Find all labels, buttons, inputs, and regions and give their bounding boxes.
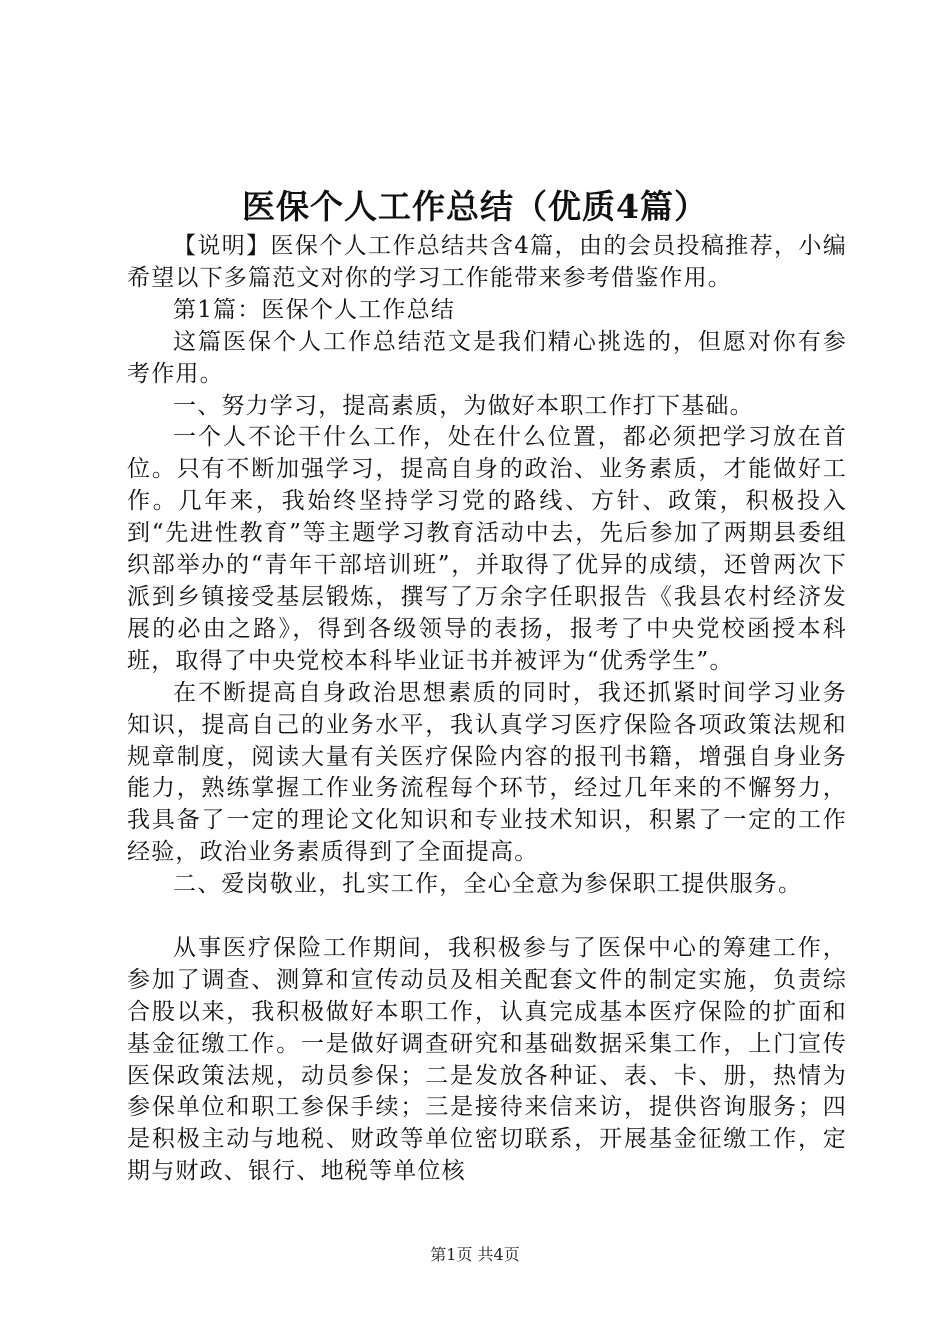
body-paragraph: 在不断提高自身政治思想素质的同时，我还抓紧时间学习业务知识，提高自己的业务水平，我认真学习医疗保险各项政策法规和规章制度，阅读大量有关医疗保险内容的报刊书籍，增强自身业务能力，熟练掌握工作业务流程每个环节，经过几年来的不懈努力，我具备了一定的理论文化知识和专业技术知识，积累了一定的工作经验，政治业务素质得到了全面提高。 bbox=[127, 679, 847, 866]
document-title: 医保个人工作总结（优质4篇） bbox=[242, 187, 708, 226]
subsection-heading: 二、爱岗敬业，扎实工作，全心全意为参保职工提供服务。 bbox=[173, 871, 803, 898]
document-body bbox=[127, 231, 847, 1188]
body-paragraph: 从事医疗保险工作期间，我积极参与了医保中心的筹建工作，参加了调查、测算和宣传动员及相关配套文件的制定实施，负责综合股以来，我积极做好本职工作，认真完成基本医疗保险的扩面和基金征缴工作。一是做好调查研究和基础数据采集工作，上门宣传医保政策法规，动员参保；二是发放各种证、表、卡、册，热情为参保单位和职工参保手续；三是接待来信来访，提供咨询服务；四是积极主动与地税、财政等单位密切联系，开展基金征缴工作，定期与财政、银行、地税等单位核 bbox=[127, 934, 847, 1185]
section-heading: 第1篇：医保个人工作总结 bbox=[173, 296, 456, 323]
body-paragraph: 一个人不论干什么工作，处在什么位置，都必须把学习放在首位。只有不断加强学习，提高自身的政治、业务素质，才能做好工作。几年来，我始终坚持学习党的路线、方针、政策，积极投入到“先进性教育”等主题学习教育活动中去，先后参加了两期县委组织部举办的“青年干部培训班”，并取得了优异的成绩，还曾两次下派到乡镇接受基层锻炼，撰写了万余字任职报告《我县农村经济发展的必由之路》，得到各级领导的表扬，报考了中央党校函授本科班，取得了中央党校本科毕业证书并被评为“优秀学生”。 bbox=[127, 424, 847, 674]
intro-paragraph: 【说明】医保个人工作总结共含4篇，由的会员投稿推荐，小编希望以下多篇范文对你的学习工作能带来参考借鉴作用。 bbox=[127, 233, 847, 291]
body-paragraph: 这篇医保个人工作总结范文是我们精心挑选的，但愿对你有参考作用。 bbox=[127, 328, 847, 387]
page-footer: 第1页 共4页 bbox=[430, 1245, 520, 1264]
subsection-heading: 一、努力学习，提高素质，为做好本职工作打下基础。 bbox=[173, 392, 754, 419]
blank-line bbox=[127, 901, 847, 933]
